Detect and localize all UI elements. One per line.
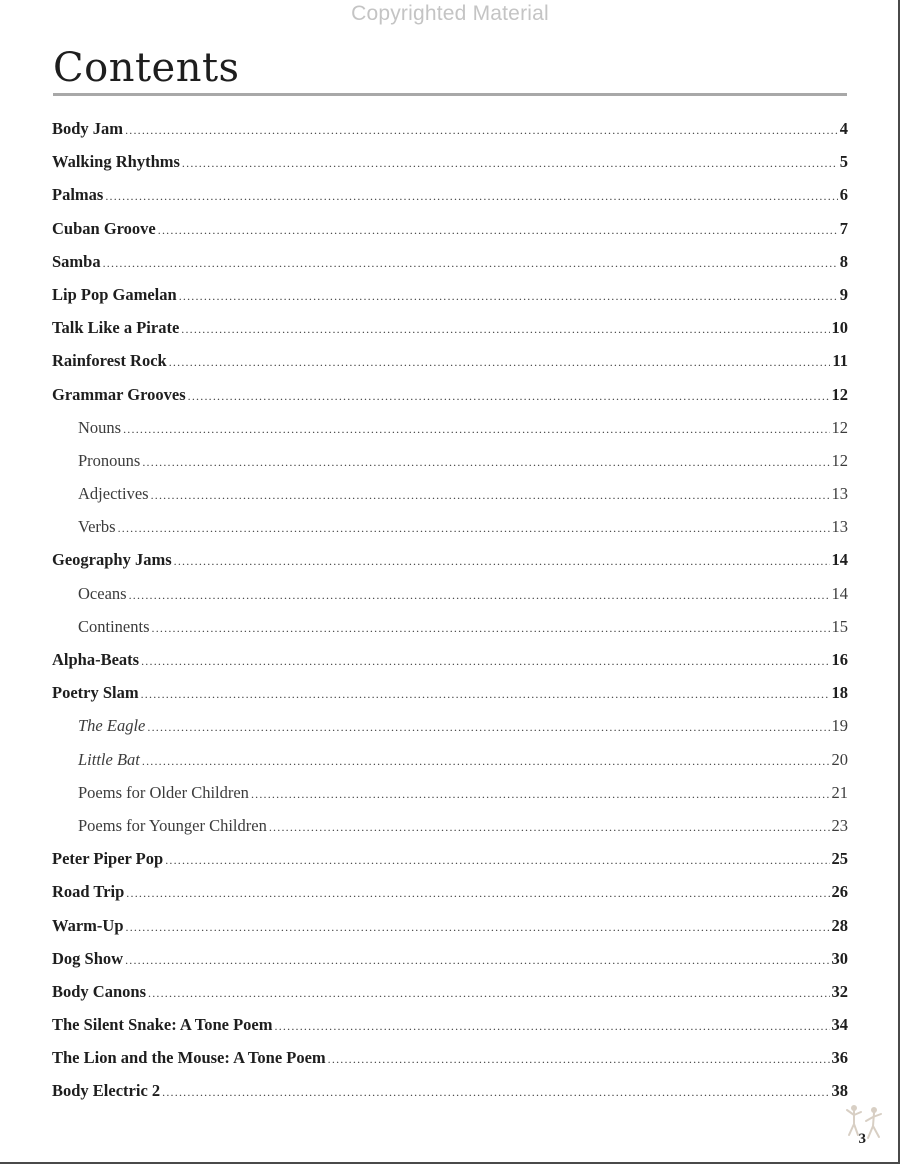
dot-leader [181,313,829,346]
dot-leader [151,479,830,512]
toc-entry-title: Palmas [52,185,104,205]
toc-entry [52,112,848,145]
toc-entry-page: 18 [831,683,848,703]
toc-entry-title: Dog Show [52,948,124,968]
toc-entry-title: Road Trip [52,882,125,902]
dot-leader [169,346,831,379]
toc-entry-title: Verbs [78,517,116,537]
dot-leader [126,911,830,944]
toc-entry-title: Walking Rhythms [52,152,180,172]
toc-subentry [52,610,848,643]
dot-leader [179,280,838,313]
toc-subentry [52,743,848,776]
toc-entry [52,643,848,676]
toc-entry-page: 15 [831,616,848,636]
toc-entry [52,311,848,344]
page-number: 3 [858,1131,866,1147]
toc-entry-page: 26 [831,882,848,902]
dot-leader [125,944,829,977]
dot-leader [126,877,829,910]
toc-entry [52,145,848,178]
dot-leader [251,778,830,811]
toc-entry [52,1008,848,1041]
toc-entry [52,278,848,311]
toc-entry-page: 38 [831,1081,848,1101]
dot-leader [269,811,830,844]
toc-entry-page: 4 [839,119,848,138]
toc-entry-title: Little Bat [78,749,140,769]
toc-entry [52,909,848,942]
toc-entry-page: 25 [831,849,848,869]
toc-entry-title: Pronouns [78,450,141,470]
dot-leader [125,114,838,147]
toc-entry-title: Talk Like a Pirate [52,318,180,338]
toc-entry-title: Poetry Slam [52,683,139,703]
dot-leader [165,844,829,877]
toc-entry-title: Adjectives [78,484,149,504]
toc-subentry [52,444,848,477]
toc-entry [52,543,848,576]
toc-entry-title: Body Canons [52,981,146,1001]
toc-entry-page: 11 [832,351,848,371]
dot-leader [148,977,830,1010]
toc-entry [52,1074,848,1107]
toc-entry [52,676,848,709]
toc-entry-page: 32 [831,981,848,1001]
toc-entry-title: The Silent Snake: A Tone Poem [52,1015,273,1035]
dot-leader [188,380,830,413]
toc-entry-page: 23 [831,815,848,835]
toc-entry-title: Cuban Groove [52,218,156,238]
toc-entry-page: 6 [839,185,848,205]
dot-leader [123,413,829,446]
dot-leader [328,1043,830,1076]
toc-entry [52,344,848,377]
toc-subentry [52,577,848,610]
toc-subentry [52,709,848,742]
toc-entry-title: Lip Pop Gamelan [52,284,177,304]
title-underline [53,93,847,96]
dot-leader [174,545,830,578]
toc-entry [52,212,848,245]
toc-entry-title: Rainforest Rock [52,351,167,371]
toc-entry [52,842,848,875]
toc-subentry [52,477,848,510]
toc-entry-page: 16 [831,650,848,669]
toc-entry-title: Nouns [78,417,122,437]
toc-entry-page: 8 [839,251,848,271]
dot-leader [142,745,830,778]
dot-leader [275,1010,830,1043]
dot-leader [129,579,830,612]
toc-entry-page: 14 [831,550,848,570]
dot-leader [103,247,838,280]
toc-entry-page: 12 [831,417,848,437]
toc-entry-title: Poems for Younger Children [78,815,267,835]
toc-entry-page: 21 [831,782,848,802]
toc-subentry [52,411,848,444]
toc-entry-title: Body Jam [52,119,124,138]
toc-entry-title: Samba [52,251,101,271]
toc-entry-title: Poems for Older Children [78,782,249,802]
toc-entry-page: 12 [831,450,848,470]
toc-entry-page: 14 [831,583,848,603]
toc-entry-page: 30 [831,948,848,968]
toc-subentry [52,510,848,543]
toc-entry [52,378,848,411]
toc-entry-title: Grammar Grooves [52,384,186,404]
toc-entry-page: 10 [831,318,848,338]
toc-subentry [52,809,848,842]
dot-leader [118,512,830,545]
dot-leader [162,1076,829,1109]
toc-entry [52,1041,848,1074]
toc-entry-page: 20 [831,749,848,769]
toc-entry-page: 5 [839,152,848,172]
page-title: Contents [53,45,240,91]
toc-entry-page: 13 [831,484,848,504]
toc-entry-page: 13 [831,517,848,537]
dot-leader [141,678,830,711]
dot-leader [105,180,837,213]
toc-entry-page: 34 [831,1015,848,1035]
toc-entry [52,975,848,1008]
dot-leader [147,711,829,744]
toc-entry-title: The Eagle [78,716,146,736]
toc-entry-title: Alpha-Beats [52,650,140,669]
dot-leader [142,446,829,479]
toc-entry-page: 12 [831,384,848,404]
dot-leader [152,612,830,645]
toc-entry-title: Continents [78,616,150,636]
toc-entry-title: Oceans [78,583,127,603]
toc-entry-page: 19 [831,716,848,736]
toc-entry [52,942,848,975]
toc-entry-page: 28 [831,915,848,935]
toc-subentry [52,776,848,809]
dot-leader [141,645,829,678]
toc-entry [52,875,848,908]
toc-entry-title: Peter Piper Pop [52,849,164,869]
dot-leader [182,147,838,180]
toc-entry-title: Geography Jams [52,550,172,570]
toc-entry-page: 9 [839,284,848,304]
toc-entry-title: Body Electric 2 [52,1081,161,1101]
copyright-watermark: Copyrighted Material [351,2,549,25]
toc-entry-title: Warm-Up [52,915,124,935]
toc-entry [52,178,848,211]
toc-entry-page: 7 [839,218,848,238]
dot-leader [158,214,838,247]
toc-entry-page: 36 [831,1048,848,1068]
toc-entry-title: The Lion and the Mouse: A Tone Poem [52,1048,326,1068]
toc-entry [52,245,848,278]
table-of-contents [52,112,848,1108]
